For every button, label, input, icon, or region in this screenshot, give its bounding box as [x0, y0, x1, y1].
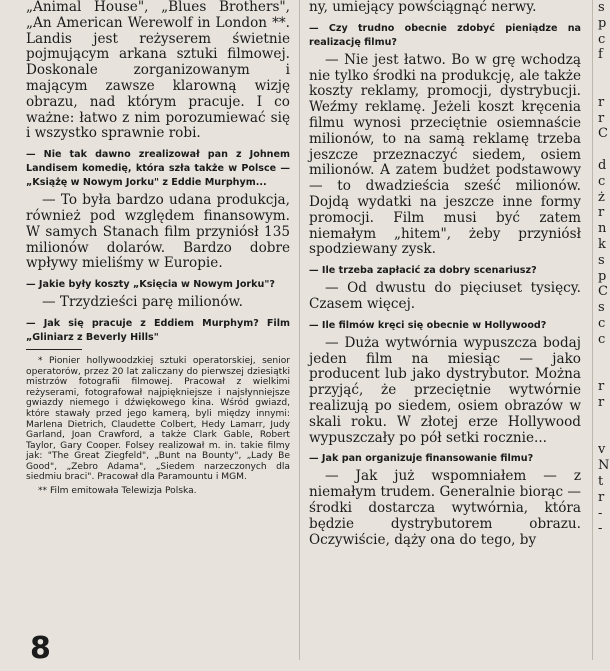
footnote-1: * Pionier hollywoodzkiej sztuki operatorskiej, senior operatorów, przez 20 lat zaliczany do pierwszej dziesiątki mistrzów fotografii filmowej. Pracował z wielkimi reżyserami, fotografował najpiękniejsze i najsłynniejsze gwiazdy niemego i dźwiękowego kina. Wśród gwiazd, które stawały przed jego kamerą, byli między innymi: Marlena Dietrich, Claudette Colbert, Hedy Lamarr, Judy Garland, Joan Crawford, a także Clark Gable, Robert Taylor, Gary Cooper. Folsey realizował m. in. takie filmy jak: "The Great Ziegfeld", „Bunt na Bounty", „Lady Be Good", „Zebro Adama", „Siedem narzeczonych dla siedmiu braci". Pracował dla Paramountu i MGM.	[26, 355, 290, 483]
clipped-text-fragment: r	[598, 205, 605, 221]
clipped-text-fragment: s	[598, 0, 605, 15]
clipped-text-fragment: s	[598, 300, 605, 316]
clipped-text-fragment: N	[598, 458, 610, 474]
clipped-text-fragment: d	[598, 157, 607, 173]
question-heading: — Nie tak dawno zrealizował pan z Johnem Landisem komedię, która szła także w Polsce — „Książę w Nowym Jorku" z Eddie Murphym...	[26, 149, 290, 189]
answer-paragraph: — To była bardzo udana produkcja, również pod względem finansowym. W samych Stanach film przyniósł 135 milionów dolarów. Bardzo dobre wpływy mieliśmy w Europie.	[26, 192, 290, 272]
answer-paragraph: — Trzydzieści parę milionów.	[42, 294, 243, 311]
question-heading: — Ile filmów kręci się obecnie w Hollywood?	[309, 319, 547, 331]
column-divider	[299, 0, 300, 660]
column-divider	[592, 0, 593, 660]
question-heading: — Jak się pracuje z Eddiem Murphym? Film „Gliniarz z Beverly Hills"	[26, 317, 290, 343]
intro-paragraph: „Animal House", „Blues Brothers", „An American Werewolf in London **. Landis jest reżyserem świetnie pojmującym arkana sztuki filmowej. Doskonale zorganizowanym i mającym zawsze klarowną wizję obrazu, nad którym pracuje. I co ważne: łatwo z nim porozumiewać się i wszystko sprawnie robi.	[26, 0, 290, 142]
middle-column	[309, 0, 581, 548]
answer-paragraph: — Nie jest łatwo. Bo w grę wchodzą nie tylko środki na produkcję, ale także koszty reklamy, promocji, dystrybucji. Weźmy reklamę. Jeżeli koszt kręcenia filmu wynosi przeciętnie osiemnaście milionów, to na samą reklamę trzeba jeszcze przeznaczyć siedem, osiem milionów. A zatem budżet podstawowy — to dwadzieścia sześć milionów. Dojdą wydatki na jeszcze inne formy promocji. Film musi być zatem niemałym „hitem", żeby przyniósł spodziewany zysk.	[309, 51, 581, 258]
clipped-text-fragment: c	[598, 331, 606, 347]
clipped-text-fragment	[598, 348, 610, 364]
question-heading: — Jak pan organizuje finansowanie filmu?	[309, 453, 534, 465]
clipped-text-fragment: c	[598, 315, 606, 331]
clipped-text-fragment: f	[598, 47, 603, 63]
clipped-text-fragment	[598, 411, 610, 427]
clipped-text-fragment: ż	[598, 189, 605, 205]
clipped-text-fragment: r	[598, 94, 605, 110]
clipped-text-fragment: c	[598, 173, 606, 189]
clipped-text-fragment: v	[598, 442, 606, 458]
clipped-text-fragment	[598, 427, 610, 443]
clipped-text-fragment: r	[598, 394, 605, 410]
right-column-edge	[598, 0, 610, 537]
clipped-text-fragment: -	[598, 521, 603, 537]
clipped-text-fragment: -	[598, 505, 603, 521]
clipped-text-fragment: k	[598, 236, 606, 252]
continued-paragraph: ny, umiejący powściągnąć nerwy.	[309, 0, 537, 15]
question-heading: — Jakie były koszty „Księcia w Nowym Jorku"?	[26, 279, 275, 291]
clipped-text-fragment: r	[598, 489, 605, 505]
clipped-text-fragment: c	[598, 31, 606, 47]
answer-paragraph: — Jak już wspomniałem — z niemałym trudem. Generalnie biorąc — środki dostarcza wytwórnia, która będzie dystrybutorem obrazu. Oczywiście, dąży ona do tego, by	[309, 468, 581, 548]
question-heading: — Ile trzeba zapłacić za dobry scenariusz?	[309, 265, 537, 277]
question-heading: — Czy trudno obecnie zdobyć pieniądze na realizację filmu?	[309, 22, 581, 48]
clipped-text-fragment: n	[598, 221, 607, 237]
clipped-text-fragment: r	[598, 379, 605, 395]
footnote-2: ** Film emitowała Telewizja Polska.	[38, 486, 197, 497]
clipped-text-fragment: p	[598, 268, 607, 284]
page-number: 8	[30, 631, 51, 666]
answer-paragraph: — Duża wytwórnia wypuszcza bodaj jeden film na miesiąc — jako producent lub jako dystrybutor. Można przyjąć, że przeciętnie wytwórnie realizują po siedem, osiem obrazów w skali roku. W złotej erze Hollywood wypuszczały po pół setki rocznie...	[309, 334, 581, 446]
footnote-divider	[26, 349, 82, 350]
clipped-text-fragment	[598, 63, 610, 79]
clipped-text-fragment	[598, 363, 610, 379]
clipped-text-fragment: r	[598, 110, 605, 126]
clipped-text-fragment	[598, 79, 610, 95]
left-column	[26, 0, 290, 497]
answer-paragraph: — Od dwustu do pięciuset tysięcy. Czasem więcej.	[309, 280, 581, 312]
clipped-text-fragment	[598, 142, 610, 158]
clipped-text-fragment: s	[598, 252, 605, 268]
clipped-text-fragment: C	[598, 284, 608, 300]
clipped-text-fragment: C	[598, 126, 608, 142]
clipped-text-fragment: t	[598, 473, 604, 489]
clipped-text-fragment: p	[598, 15, 607, 31]
